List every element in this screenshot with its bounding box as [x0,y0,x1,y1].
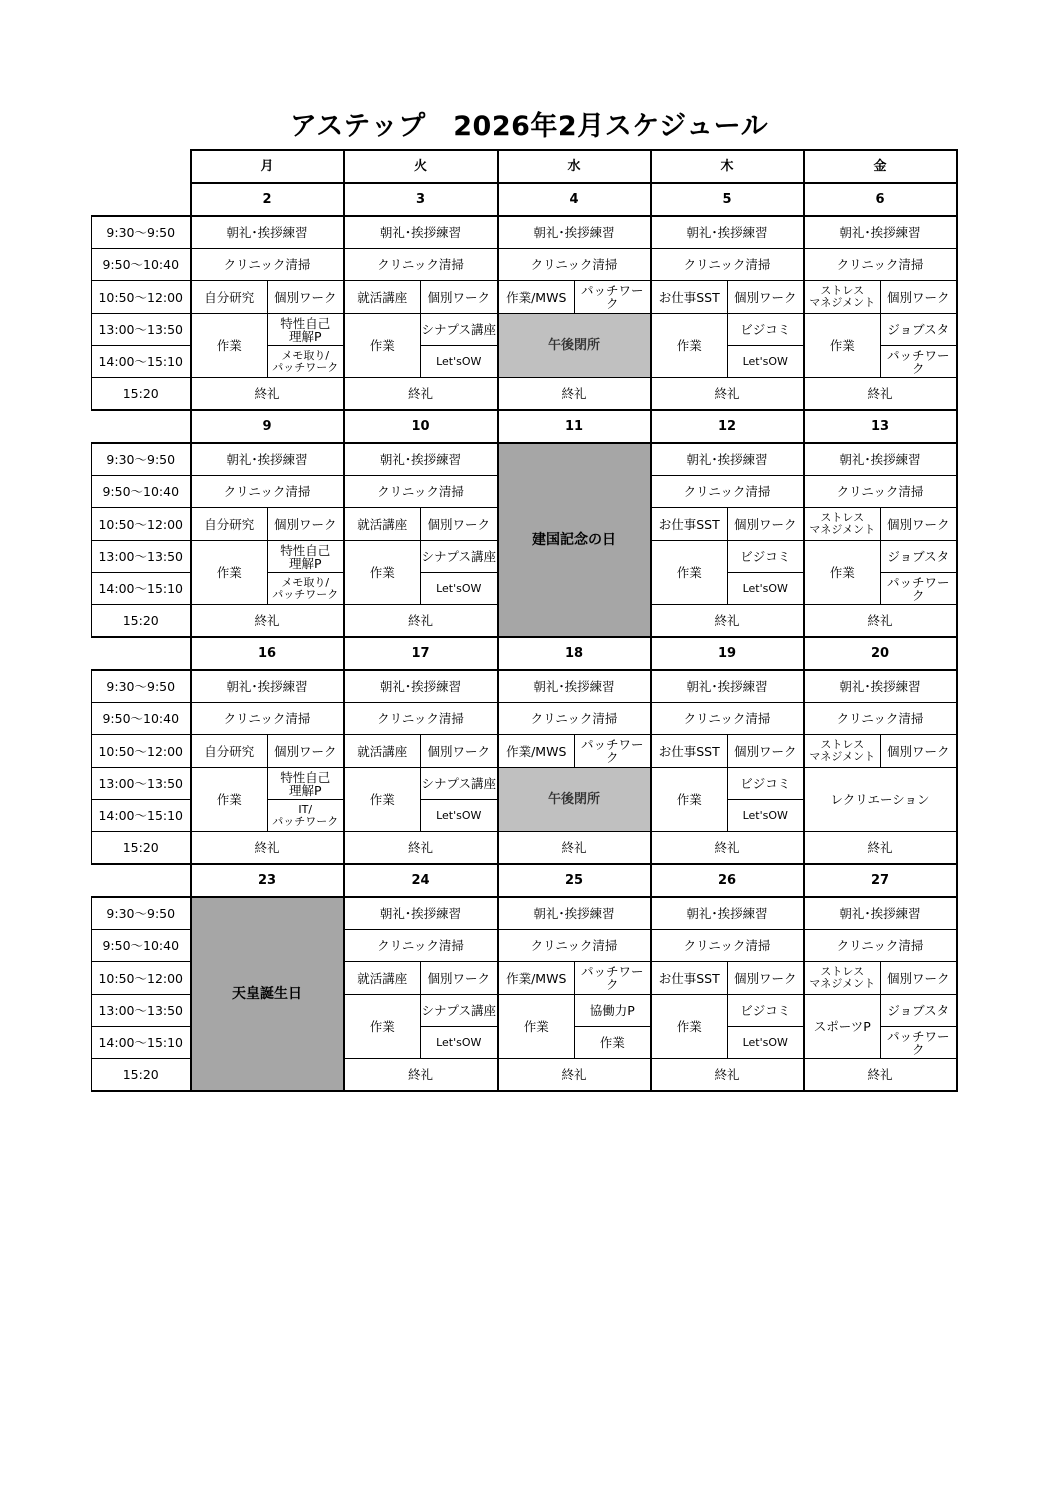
activity-cell: 朝礼･挨拶練習 [191,216,344,249]
activity-cell: 終礼 [344,605,498,638]
activity-cell: ストレス マネジメント [804,281,881,314]
activity-cell: クリニック清掃 [651,249,804,281]
activity-cell: ビジコミ [728,314,804,346]
time-slot: 10:50～12:00 [92,962,191,995]
activity-cell: 個別ワーク [728,962,804,995]
activity-cell: お仕事SST [651,281,728,314]
activity-cell: 終礼 [498,378,651,411]
time-slot: 15:20 [92,605,191,638]
activity-cell: ストレス マネジメント [804,962,881,995]
weekday-header: 月 [191,150,344,183]
activity-cell: 作業/MWS [498,735,575,768]
activity-cell: ジョブスタ [881,541,957,573]
date-header: 18 [498,637,651,670]
activity-cell: 作業 [651,768,728,832]
activity-cell: 終礼 [804,832,957,865]
activity-cell: 朝礼･挨拶練習 [344,216,498,249]
activity-cell: クリニック清掃 [344,930,498,962]
holiday-cell: 天皇誕生日 [191,897,344,1091]
activity-cell: 個別ワーク [881,962,957,995]
activity-cell: パッチワーク [575,735,651,768]
time-slot: 15:20 [92,1059,191,1092]
activity-cell: 終礼 [804,1059,957,1092]
table-row [92,832,957,865]
activity-cell: 作業 [651,541,728,605]
activity-cell: クリニック清掃 [191,249,344,281]
activity-cell: 就活講座 [344,735,421,768]
table-row [92,378,957,411]
closed-cell: 午後閉所 [498,768,651,832]
activity-cell: 個別ワーク [268,735,344,768]
table-row [92,183,957,216]
time-slot: 14:00～15:10 [92,1027,191,1059]
activity-cell: お仕事SST [651,508,728,541]
activity-cell: 特性自己 理解P [268,768,344,800]
activity-cell: シナプス講座 [421,995,498,1027]
activity-cell: 朝礼･挨拶練習 [804,443,957,476]
activity-cell: Let'sOW [728,573,804,605]
activity-cell: シナプス講座 [421,314,498,346]
activity-cell: ビジコミ [728,768,804,800]
time-slot: 9:30～9:50 [92,216,191,249]
activity-cell: 個別ワーク [881,735,957,768]
activity-cell: クリニック清掃 [804,476,957,508]
activity-cell: 朝礼･挨拶練習 [344,897,498,930]
activity-cell: 作業 [804,541,881,605]
time-slot: 9:30～9:50 [92,897,191,930]
date-header: 17 [344,637,498,670]
table-row [92,768,957,800]
table-row [92,216,957,249]
activity-cell: メモ取り/ パッチワーク [268,573,344,605]
date-header: 16 [191,637,344,670]
table-row [92,670,957,703]
activity-cell: パッチワーク [881,346,957,378]
activity-cell: 個別ワーク [728,281,804,314]
table-row [92,637,957,670]
time-slot: 13:00～13:50 [92,768,191,800]
date-header: 10 [344,410,498,443]
time-slot: 14:00～15:10 [92,346,191,378]
activity-cell: 終礼 [651,832,804,865]
activity-cell: ストレス マネジメント [804,508,881,541]
activity-cell: クリニック清掃 [191,703,344,735]
closed-cell: 午後閉所 [498,314,651,378]
activity-cell: クリニック清掃 [804,249,957,281]
activity-cell: 個別ワーク [421,962,498,995]
activity-cell: 就活講座 [344,508,421,541]
activity-cell: Let'sOW [421,800,498,832]
activity-cell: シナプス講座 [421,768,498,800]
blank-cell [92,410,191,443]
activity-cell: 朝礼･挨拶練習 [498,216,651,249]
activity-cell: 自分研究 [191,508,268,541]
activity-cell: 自分研究 [191,281,268,314]
table-row [92,150,957,183]
schedule-table [91,149,958,1092]
activity-cell: 特性自己 理解P [268,314,344,346]
table-row [92,249,957,281]
table-row [92,314,957,346]
activity-cell: 作業 [191,541,268,605]
date-header: 12 [651,410,804,443]
holiday-cell: 建国記念の日 [498,443,651,637]
activity-cell: クリニック清掃 [804,930,957,962]
activity-cell: 個別ワーク [421,735,498,768]
activity-cell: 作業 [498,995,575,1059]
page-title: アステップ 2026年2月スケジュール [289,111,769,142]
activity-cell: ジョブスタ [881,314,957,346]
activity-cell: Let'sOW [421,346,498,378]
table-row [92,443,957,476]
activity-cell: Let'sOW [728,800,804,832]
time-slot: 15:20 [92,832,191,865]
table-row [92,864,957,897]
activity-cell: 終礼 [651,1059,804,1092]
activity-cell: クリニック清掃 [498,930,651,962]
table-row [92,281,957,314]
time-slot: 13:00～13:50 [92,995,191,1027]
activity-cell: 個別ワーク [881,281,957,314]
activity-cell: クリニック清掃 [191,476,344,508]
activity-cell: クリニック清掃 [651,930,804,962]
activity-cell: 朝礼･挨拶練習 [651,443,804,476]
activity-cell: 終礼 [191,378,344,411]
date-header: 9 [191,410,344,443]
date-header: 27 [804,864,957,897]
date-header: 23 [191,864,344,897]
activity-cell: 個別ワーク [881,508,957,541]
activity-cell: 終礼 [344,1059,498,1092]
weekday-header: 火 [344,150,498,183]
activity-cell: 作業 [344,768,421,832]
time-slot: 10:50～12:00 [92,735,191,768]
activity-cell: 朝礼･挨拶練習 [804,670,957,703]
activity-cell: パッチワーク [881,1027,957,1059]
table-row [92,410,957,443]
activity-cell: IT/ パッチワーク [268,800,344,832]
activity-cell: 協働力P [575,995,651,1027]
activity-cell: ジョブスタ [881,995,957,1027]
time-slot: 13:00～13:50 [92,314,191,346]
weekday-header: 木 [651,150,804,183]
activity-cell: 終礼 [804,605,957,638]
date-header: 4 [498,183,651,216]
date-header: 3 [344,183,498,216]
activity-cell: メモ取り/ パッチワーク [268,346,344,378]
date-header: 2 [191,183,344,216]
activity-cell: パッチワーク [881,573,957,605]
activity-cell: 個別ワーク [728,508,804,541]
time-slot: 15:20 [92,378,191,411]
weekday-header: 金 [804,150,957,183]
activity-cell: 朝礼･挨拶練習 [651,216,804,249]
activity-cell: 終礼 [344,378,498,411]
date-header: 26 [651,864,804,897]
activity-cell: ストレス マネジメント [804,735,881,768]
activity-cell: Let'sOW [421,573,498,605]
activity-cell: 終礼 [191,605,344,638]
time-slot: 13:00～13:50 [92,541,191,573]
activity-cell: クリニック清掃 [651,703,804,735]
activity-cell: 終礼 [498,1059,651,1092]
date-header: 5 [651,183,804,216]
time-slot: 14:00～15:10 [92,800,191,832]
activity-cell: 作業 [191,314,268,378]
activity-cell: 作業 [804,314,881,378]
activity-cell: ビジコミ [728,541,804,573]
time-slot: 9:50～10:40 [92,476,191,508]
time-slot: 9:50～10:40 [92,930,191,962]
activity-cell: クリニック清掃 [344,703,498,735]
date-header: 20 [804,637,957,670]
time-slot: 9:50～10:40 [92,249,191,281]
activity-cell: クリニック清掃 [804,703,957,735]
date-header: 13 [804,410,957,443]
activity-cell: 終礼 [498,832,651,865]
activity-cell: 朝礼･挨拶練習 [804,897,957,930]
activity-cell: 朝礼･挨拶練習 [344,443,498,476]
corner-blank [92,150,191,183]
activity-cell: 朝礼･挨拶練習 [498,897,651,930]
table-row [92,735,957,768]
activity-cell: 作業 [191,768,268,832]
date-header: 25 [498,864,651,897]
activity-cell: ビジコミ [728,995,804,1027]
time-slot: 9:50～10:40 [92,703,191,735]
activity-cell: 朝礼･挨拶練習 [344,670,498,703]
blank-cell [92,864,191,897]
activity-cell: 作業 [575,1027,651,1059]
activity-cell: 特性自己 理解P [268,541,344,573]
date-header: 24 [344,864,498,897]
activity-cell: 終礼 [651,605,804,638]
activity-cell: お仕事SST [651,962,728,995]
activity-cell: 朝礼･挨拶練習 [498,670,651,703]
activity-cell: シナプス講座 [421,541,498,573]
activity-cell: 自分研究 [191,735,268,768]
activity-cell: 朝礼･挨拶練習 [651,897,804,930]
activity-cell: Let'sOW [728,346,804,378]
activity-cell: Let'sOW [728,1027,804,1059]
activity-cell: クリニック清掃 [498,703,651,735]
activity-cell: レクリエーション [804,768,957,832]
activity-cell: 朝礼･挨拶練習 [804,216,957,249]
activity-cell: 個別ワーク [421,508,498,541]
blank-cell [92,637,191,670]
time-slot: 10:50～12:00 [92,281,191,314]
date-header: 6 [804,183,957,216]
weekday-header: 水 [498,150,651,183]
blank-cell [92,183,191,216]
activity-cell: 作業 [344,541,421,605]
activity-cell: 就活講座 [344,962,421,995]
time-slot: 14:00～15:10 [92,573,191,605]
time-slot: 10:50～12:00 [92,508,191,541]
activity-cell: クリニック清掃 [344,476,498,508]
activity-cell: 終礼 [344,832,498,865]
activity-cell: 個別ワーク [268,508,344,541]
activity-cell: パッチワーク [575,281,651,314]
activity-cell: 個別ワーク [728,735,804,768]
activity-cell: 朝礼･挨拶練習 [651,670,804,703]
time-slot: 9:30～9:50 [92,670,191,703]
activity-cell: 作業 [651,995,728,1059]
activity-cell: 作業 [344,314,421,378]
activity-cell: クリニック清掃 [344,249,498,281]
table-row [92,703,957,735]
activity-cell: クリニック清掃 [651,476,804,508]
activity-cell: 朝礼･挨拶練習 [191,443,344,476]
activity-cell: クリニック清掃 [498,249,651,281]
date-header: 19 [651,637,804,670]
activity-cell: 作業/MWS [498,962,575,995]
time-slot: 9:30～9:50 [92,443,191,476]
activity-cell: 作業 [651,314,728,378]
activity-cell: 朝礼･挨拶練習 [191,670,344,703]
activity-cell: 終礼 [651,378,804,411]
activity-cell: 作業/MWS [498,281,575,314]
activity-cell: パッチワーク [575,962,651,995]
activity-cell: 就活講座 [344,281,421,314]
activity-cell: 個別ワーク [268,281,344,314]
activity-cell: Let'sOW [421,1027,498,1059]
activity-cell: 終礼 [191,832,344,865]
activity-cell: スポーツP [804,995,881,1059]
activity-cell: 作業 [344,995,421,1059]
activity-cell: お仕事SST [651,735,728,768]
date-header: 11 [498,410,651,443]
activity-cell: 終礼 [804,378,957,411]
table-row [92,897,957,930]
activity-cell: 個別ワーク [421,281,498,314]
